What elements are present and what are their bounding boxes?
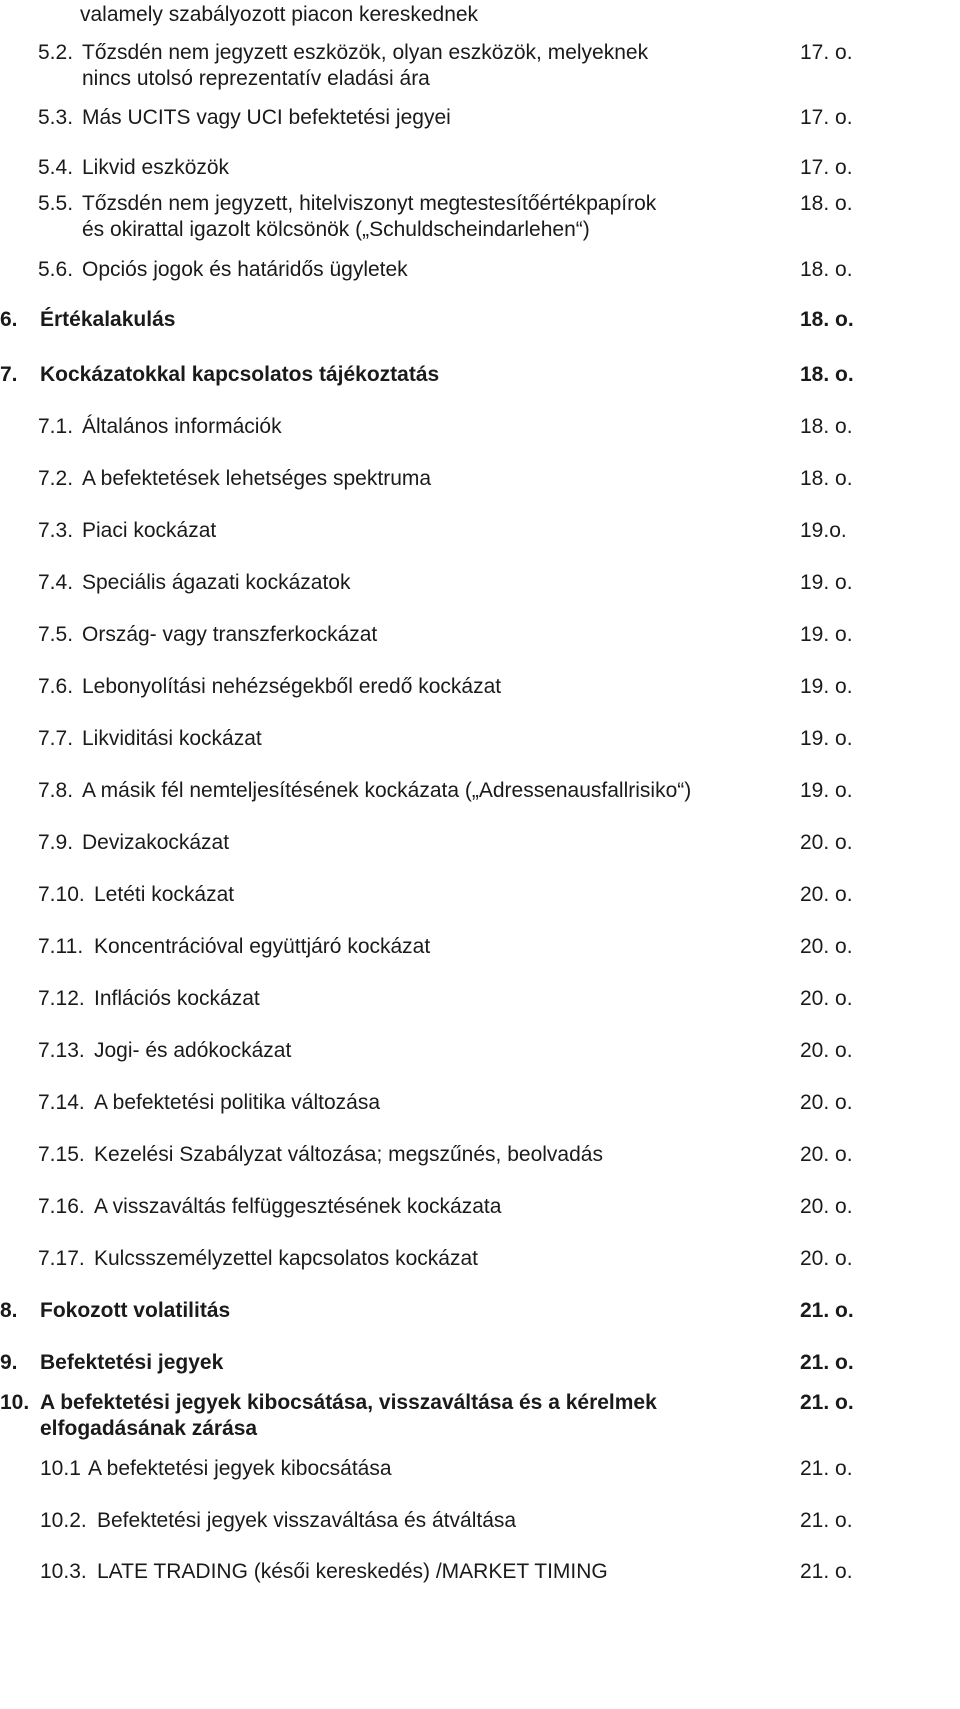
toc-entry-title: Tőzsdén nem jegyzett, hitelviszonyt megtestesítőértékpapírok [82, 192, 657, 215]
toc-entry-page: 17. o. [800, 106, 853, 129]
toc-entry-number: 10.2. [40, 1509, 87, 1532]
toc-entry-title: A másik fél nemteljesítésének kockázata („Adressenausfallrisiko“) [82, 779, 692, 802]
toc-entry-title: Értékalakulás [40, 308, 176, 331]
toc-entry-number: 5.4. [38, 156, 74, 179]
toc-entry-title: Koncentrációval együttjáró kockázat [94, 935, 431, 958]
toc-entry-title: Lebonyolítási nehézségekből eredő kockázat [82, 675, 502, 698]
toc-entry-number: 7.8. [38, 779, 74, 802]
toc-entry-title: Ország- vagy transzferkockázat [82, 623, 378, 646]
toc-entry-title-continued: elfogadásának zárása [40, 1417, 258, 1440]
toc-entry-number: 7.7. [38, 727, 74, 750]
toc-entry-page: 21. o. [800, 1299, 854, 1322]
toc-entry-number: 5.5. [38, 192, 74, 215]
toc-entry-page: 19. o. [800, 571, 853, 594]
toc-entry-page: 21. o. [800, 1351, 854, 1374]
toc-entry-page: 20. o. [800, 883, 853, 906]
toc-entry-page: 19. o. [800, 779, 853, 802]
toc-entry-title: A befektetési politika változása [94, 1091, 381, 1114]
toc-entry-title: Fokozott volatilitás [40, 1299, 231, 1322]
toc-entry-page: 18. o. [800, 415, 853, 438]
toc-entry-title: A befektetési jegyek kibocsátása, visszaváltása és a kérelmek [40, 1391, 657, 1414]
toc-entry-title: Kockázatokkal kapcsolatos tájékoztatás [40, 363, 440, 386]
toc-entry-title: Letéti kockázat [94, 883, 235, 906]
toc-entry-number: 7.3. [38, 519, 74, 542]
toc-entry-title: Likvid eszközök [82, 156, 230, 179]
toc-entry-number: 9. [0, 1351, 18, 1374]
toc-entry-number: 6. [0, 308, 18, 331]
toc-entry-number: 7.16. [38, 1195, 85, 1218]
toc-entry-number: 7.12. [38, 987, 85, 1010]
toc-entry-title: Opciós jogok és határidős ügyletek [82, 258, 408, 281]
toc-entry-number: 7.2. [38, 467, 74, 490]
toc-entry-number: 10.1 [40, 1457, 81, 1480]
toc-entry-title: Befektetési jegyek visszaváltása és átváltása [97, 1509, 517, 1532]
toc-entry-title: Más UCITS vagy UCI befektetési jegyei [82, 106, 451, 129]
toc-entry-page: 17. o. [800, 156, 853, 179]
toc-entry-page: 19. o. [800, 623, 853, 646]
toc-entry-page: 21. o. [800, 1391, 854, 1414]
toc-entry-number: 7.1. [38, 415, 74, 438]
toc-entry-title-continued: nincs utolsó reprezentatív eladási ára [82, 67, 430, 90]
toc-entry-number: 7.11. [38, 935, 84, 958]
toc-entry-number: 7.13. [38, 1039, 85, 1062]
toc-entry-number: 7.17. [38, 1247, 85, 1270]
toc-entry-title: Devizakockázat [82, 831, 230, 854]
toc-entry-number: 7.15. [38, 1143, 85, 1166]
toc-entry-title: Jogi- és adókockázat [94, 1039, 292, 1062]
toc-entry-page: 20. o. [800, 1247, 853, 1270]
toc-entry-page: 20. o. [800, 1143, 853, 1166]
toc-entry-title: Likviditási kockázat [82, 727, 262, 750]
toc-entry-page: 20. o. [800, 1091, 853, 1114]
toc-entry-number: 10.3. [40, 1560, 87, 1583]
toc-entry-title: A befektetések lehetséges spektruma [82, 467, 432, 490]
toc-entry-title: Inflációs kockázat [94, 987, 260, 1010]
toc-entry-number: 7.14. [38, 1091, 85, 1114]
toc-entry-title: valamely szabályozott piacon kereskednek [80, 3, 479, 26]
toc-entry-page: 18. o. [800, 467, 853, 490]
toc-entry-page: 18. o. [800, 258, 853, 281]
toc-entry-title: Tőzsdén nem jegyzett eszközök, olyan eszközök, melyeknek [82, 41, 649, 64]
toc-entry-page: 18. o. [800, 192, 853, 215]
toc-entry-number: 5.3. [38, 106, 74, 129]
toc-entry-number: 10. [0, 1391, 30, 1414]
toc-entry-page: 20. o. [800, 831, 853, 854]
toc-entry-title: Piaci kockázat [82, 519, 217, 542]
toc-entry-number: 5.6. [38, 258, 74, 281]
toc-entry-title: Kulcsszemélyzettel kapcsolatos kockázat [94, 1247, 478, 1270]
toc-entry-number: 7.6. [38, 675, 74, 698]
toc-entry-title: LATE TRADING (késői kereskedés) /MARKET TIMING [97, 1560, 608, 1583]
toc-entry-number: 5.2. [38, 41, 74, 64]
toc-entry-page: 21. o. [800, 1509, 853, 1532]
toc-entry-title: Speciális ágazati kockázatok [82, 571, 351, 594]
toc-entry-page: 18. o. [800, 308, 854, 331]
toc-entry-page: 20. o. [800, 1039, 853, 1062]
toc-entry-title-continued: és okirattal igazolt kölcsönök („Schuldscheindarlehen“) [82, 218, 590, 241]
toc-entry-page: 21. o. [800, 1457, 853, 1480]
toc-entry-title: A visszaváltás felfüggesztésének kockázata [94, 1195, 502, 1218]
toc-entry-number: 7.9. [38, 831, 74, 854]
toc-entry-page: 20. o. [800, 987, 853, 1010]
toc-entry-page: 19. o. [800, 727, 853, 750]
toc-entry-page: 19.o. [800, 519, 847, 542]
toc-entry-page: 18. o. [800, 363, 854, 386]
toc-entry-title: Kezelési Szabályzat változása; megszűnés, beolvadás [94, 1143, 603, 1166]
toc-entry-page: 21. o. [800, 1560, 853, 1583]
toc-entry-number: 7.5. [38, 623, 74, 646]
toc-entry-title: Általános információk [82, 415, 282, 438]
toc-entry-page: 20. o. [800, 1195, 853, 1218]
toc-entry-page: 19. o. [800, 675, 853, 698]
toc-entry-number: 7. [0, 363, 18, 386]
toc-entry-number: 8. [0, 1299, 18, 1322]
toc-entry-number: 7.4. [38, 571, 74, 594]
toc-entry-number: 7.10. [38, 883, 85, 906]
toc-entry-title: A befektetési jegyek kibocsátása [88, 1457, 392, 1480]
toc-entry-page: 20. o. [800, 935, 853, 958]
toc-entry-title: Befektetési jegyek [40, 1351, 224, 1374]
toc-entry-page: 17. o. [800, 41, 853, 64]
